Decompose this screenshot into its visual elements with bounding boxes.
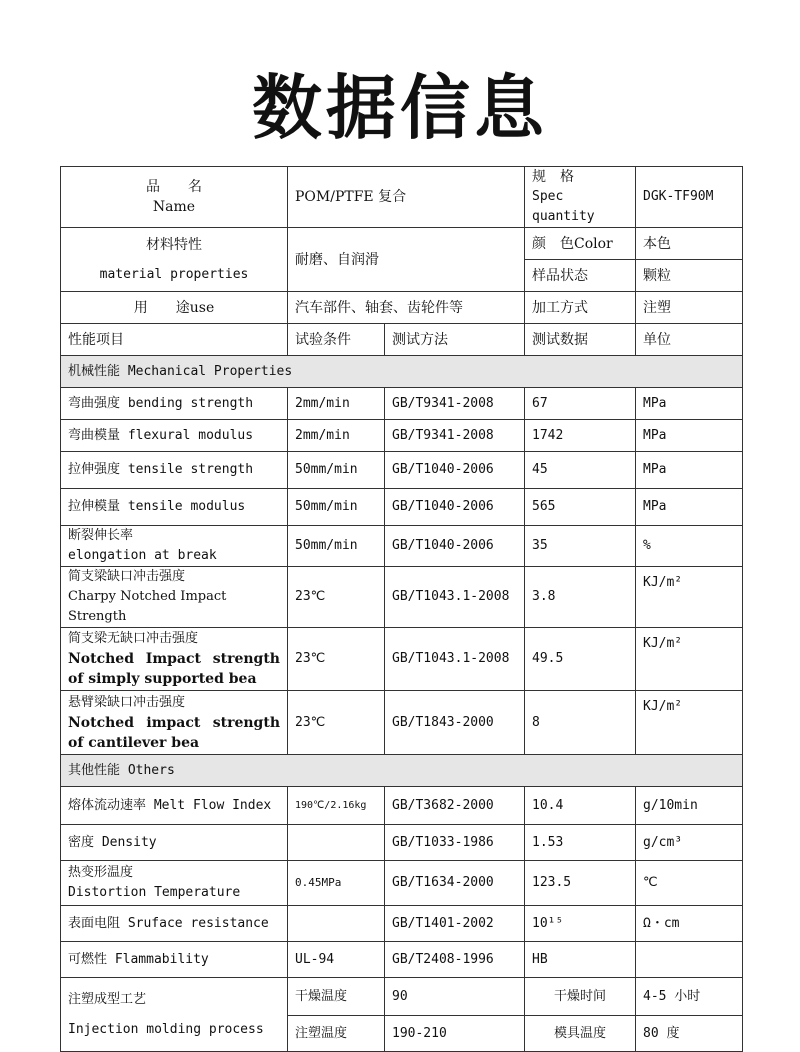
test-method: GB/T1040-2006	[385, 489, 525, 526]
use-value: 汽车部件、轴套、齿轮件等	[288, 292, 525, 324]
test-method: GB/T2408-1996	[385, 942, 525, 978]
table-row	[61, 452, 743, 489]
name-label-en: Name	[152, 199, 196, 215]
dry-temp-label: 干燥温度	[288, 978, 385, 1016]
inj-temp-value: 190-210	[385, 1016, 525, 1052]
property-name-cn: 热变形温度	[68, 865, 134, 880]
test-value: 1.53	[525, 825, 636, 861]
property-name-cn: 简支梁无缺口冲击强度	[68, 631, 199, 646]
mold-temp-value: 80 度	[636, 1016, 743, 1052]
spec-label-en: Spec quantity	[532, 189, 595, 224]
dry-time-value: 4-5 小时	[636, 978, 743, 1016]
unit	[636, 942, 743, 978]
property-name	[61, 691, 288, 755]
table-row	[61, 691, 743, 755]
property-name: 表面电阻 Sruface resistance	[61, 906, 288, 942]
property-name-cn: 悬臂梁缺口冲击强度	[68, 694, 186, 710]
table-row	[61, 420, 743, 452]
test-value: 123.5	[525, 861, 636, 906]
property-name-en: Charpy Notched Impact Strength	[68, 589, 227, 624]
inj-temp-label: 注塑温度	[288, 1016, 385, 1052]
property-name	[61, 567, 288, 628]
material-value: 耐磨、自润滑	[288, 228, 525, 292]
test-value: 49.5	[525, 628, 636, 691]
unit: %	[636, 526, 743, 567]
test-method: GB/T3682-2000	[385, 787, 525, 825]
table-row	[61, 628, 743, 691]
test-condition: 190℃/2.16kg	[288, 787, 385, 825]
material-label-cell	[61, 228, 288, 292]
test-value: 8	[525, 691, 636, 755]
property-name	[61, 628, 288, 691]
molding-label-cell	[61, 978, 288, 1052]
section-row-others	[61, 755, 743, 787]
dry-temp-value: 90	[385, 978, 525, 1016]
column-header-row	[61, 324, 743, 356]
property-name: 熔体流动速率 Melt Flow Index	[61, 787, 288, 825]
test-value: 10.4	[525, 787, 636, 825]
test-value: 67	[525, 388, 636, 420]
test-condition	[288, 825, 385, 861]
test-method: GB/T1040-2006	[385, 526, 525, 567]
dry-time-label: 干燥时间	[525, 978, 636, 1016]
test-method: GB/T1843-2000	[385, 691, 525, 755]
test-condition: 23℃	[288, 567, 385, 628]
test-method: GB/T1401-2002	[385, 906, 525, 942]
test-condition: 50mm/min	[288, 489, 385, 526]
unit: KJ/m²	[636, 628, 743, 691]
test-value: 3.8	[525, 567, 636, 628]
test-value: 565	[525, 489, 636, 526]
table-row	[61, 942, 743, 978]
property-name-en: Distortion Temperature	[68, 885, 241, 900]
test-condition: UL-94	[288, 942, 385, 978]
test-method: GB/T1634-2000	[385, 861, 525, 906]
material-label-cn: 材料特性	[146, 236, 202, 253]
property-name: 可燃性 Flammability	[61, 942, 288, 978]
molding-row-1	[61, 978, 743, 1016]
unit: KJ/m²	[636, 567, 743, 628]
property-name-en: Notched Impact strength of simply supported bea	[68, 651, 280, 687]
spec-label-cell	[525, 167, 636, 228]
test-condition: 0.45MPa	[288, 861, 385, 906]
test-condition: 23℃	[288, 628, 385, 691]
product-name: POM/PTFE 复合	[288, 167, 525, 228]
unit: ℃	[636, 861, 743, 906]
header-row-name	[61, 167, 743, 228]
table-row	[61, 906, 743, 942]
test-condition: 23℃	[288, 691, 385, 755]
unit: Ω・cm	[636, 906, 743, 942]
test-method: GB/T1043.1-2008	[385, 628, 525, 691]
test-value: 35	[525, 526, 636, 567]
test-value: 1742	[525, 420, 636, 452]
test-value: 45	[525, 452, 636, 489]
test-condition: 50mm/min	[288, 526, 385, 567]
property-name: 拉伸强度 tensile strength	[61, 452, 288, 489]
column-header: 性能项目	[61, 324, 288, 356]
property-name-cn: 简支梁缺口冲击强度	[68, 569, 186, 584]
table-row	[61, 567, 743, 628]
test-condition: 2mm/min	[288, 388, 385, 420]
property-name: 拉伸模量 tensile modulus	[61, 489, 288, 526]
molding-label-en: Injection molding process	[68, 1021, 264, 1037]
column-header: 试验条件	[288, 324, 385, 356]
process-value: 注塑	[636, 292, 743, 324]
spec-value: DGK-TF90M	[636, 167, 743, 228]
sample-value: 颗粒	[636, 260, 743, 292]
column-header: 测试方法	[385, 324, 525, 356]
property-name-cn: 断裂伸长率	[68, 528, 134, 543]
unit: g/cm³	[636, 825, 743, 861]
process-label: 加工方式	[525, 292, 636, 324]
table-row	[61, 861, 743, 906]
test-method: GB/T1043.1-2008	[385, 567, 525, 628]
table-row	[61, 526, 743, 567]
test-condition	[288, 906, 385, 942]
header-row-material	[61, 228, 743, 260]
test-method: GB/T1040-2006	[385, 452, 525, 489]
test-value: 10¹⁵	[525, 906, 636, 942]
property-name	[61, 861, 288, 906]
table-row	[61, 388, 743, 420]
spec-label-cn: 规 格	[532, 169, 574, 185]
unit: MPa	[636, 420, 743, 452]
column-header: 单位	[636, 324, 743, 356]
section-row-mechanical	[61, 356, 743, 388]
unit: KJ/m²	[636, 691, 743, 755]
name-label-cn: 品 名	[146, 179, 202, 195]
color-value: 本色	[636, 228, 743, 260]
test-method: GB/T9341-2008	[385, 420, 525, 452]
name-label-cell	[61, 167, 288, 228]
property-name	[61, 526, 288, 567]
section-title: 机械性能 Mechanical Properties	[61, 356, 743, 388]
use-label: 用 途use	[61, 292, 288, 324]
table-row	[61, 489, 743, 526]
color-label: 颜 色Color	[525, 228, 636, 260]
data-table	[60, 166, 743, 1052]
section-title: 其他性能 Others	[61, 755, 743, 787]
property-name-en: Notched impact strength of cantilever bea	[68, 714, 280, 751]
property-name-en: elongation at break	[68, 548, 217, 563]
test-value: HB	[525, 942, 636, 978]
test-condition: 50mm/min	[288, 452, 385, 489]
unit: g/10min	[636, 787, 743, 825]
unit: MPa	[636, 489, 743, 526]
unit: MPa	[636, 388, 743, 420]
material-label-en: material properties	[99, 266, 249, 282]
table-row	[61, 787, 743, 825]
table-row	[61, 825, 743, 861]
property-name: 弯曲强度 bending strength	[61, 388, 288, 420]
property-name: 弯曲模量 flexural modulus	[61, 420, 288, 452]
mold-temp-label: 模具温度	[525, 1016, 636, 1052]
sample-label: 样品状态	[525, 260, 636, 292]
property-name: 密度 Density	[61, 825, 288, 861]
test-method: GB/T9341-2008	[385, 388, 525, 420]
header-row-use	[61, 292, 743, 324]
molding-label-cn: 注塑成型工艺	[68, 991, 147, 1007]
unit: MPa	[636, 452, 743, 489]
column-header: 测试数据	[525, 324, 636, 356]
page-title: 数据信息	[252, 67, 548, 149]
test-condition: 2mm/min	[288, 420, 385, 452]
test-method: GB/T1033-1986	[385, 825, 525, 861]
